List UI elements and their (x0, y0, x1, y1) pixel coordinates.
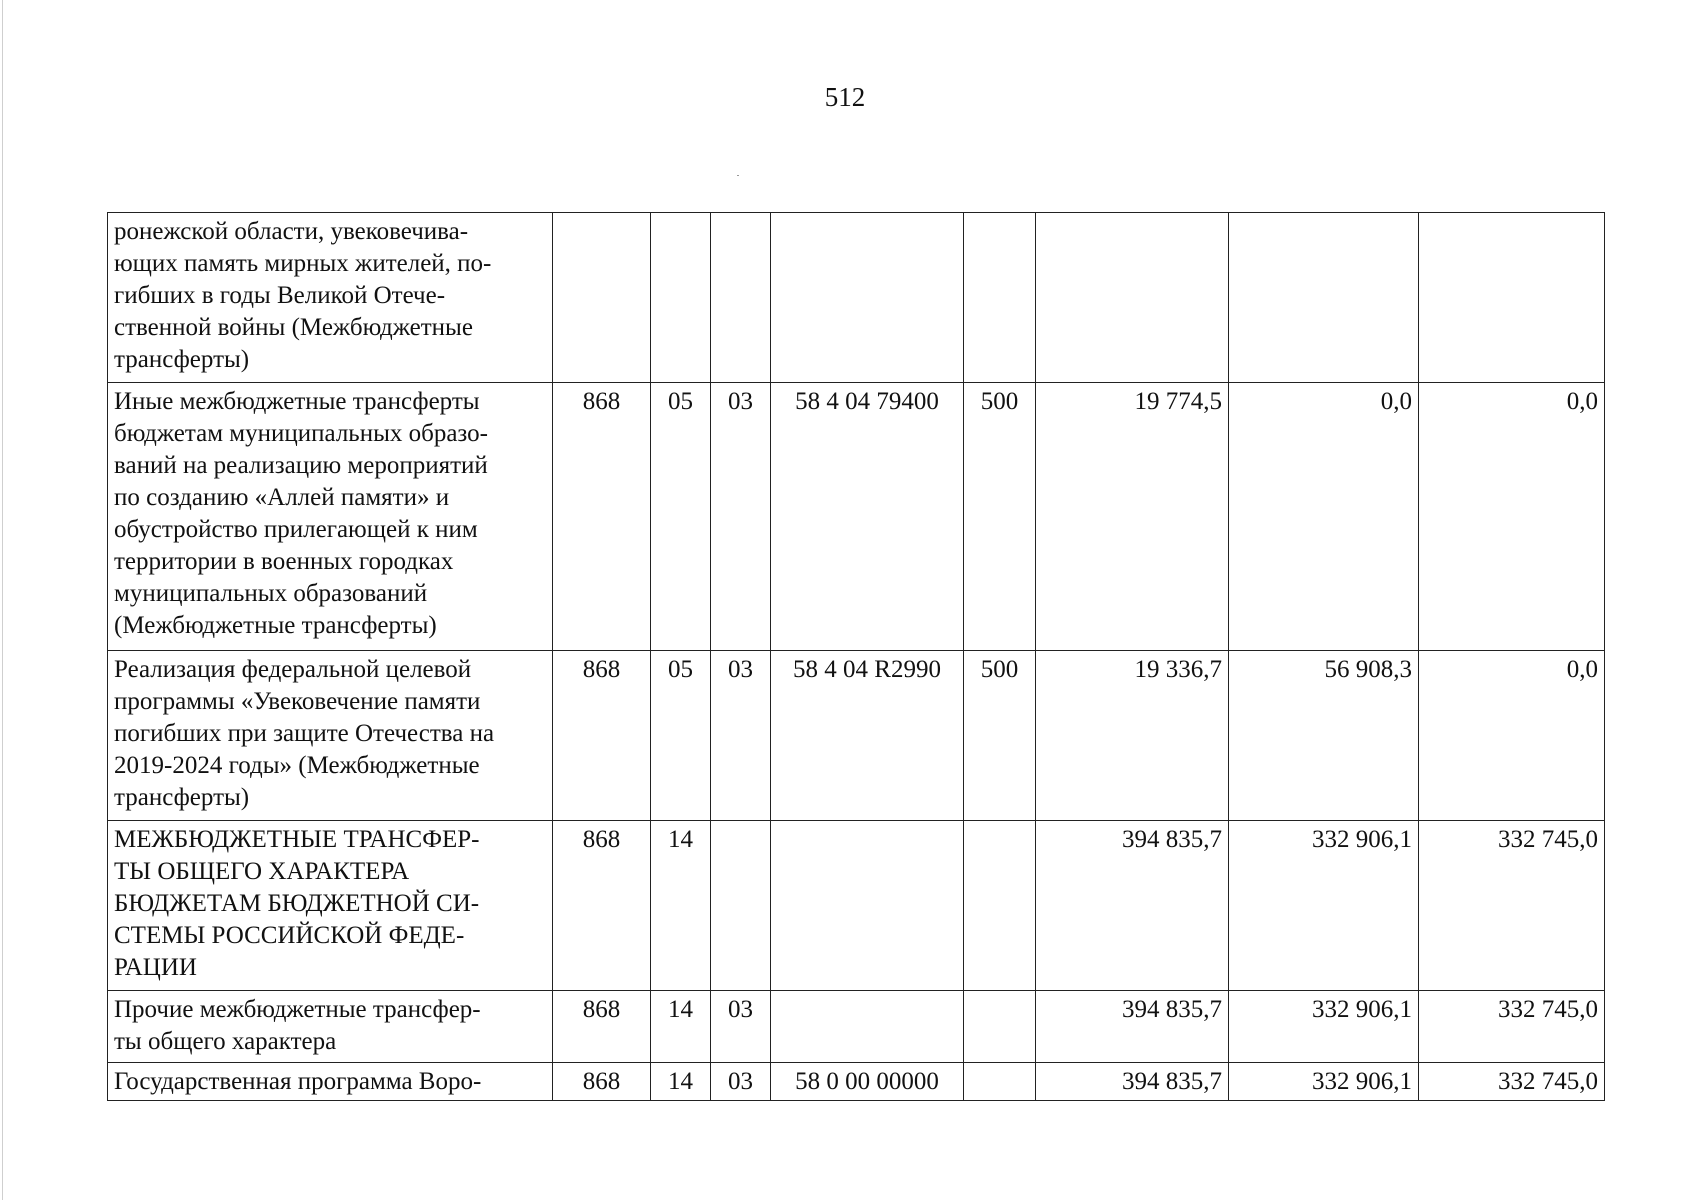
budget-table (107, 212, 1605, 1101)
name-line: ственной войны (Межбюджетные (114, 314, 473, 341)
vr-cell (964, 991, 1036, 1063)
pr-cell (711, 213, 771, 383)
table-row (108, 213, 1605, 383)
name-line: обустройство прилегающей к ним (114, 516, 478, 543)
table-row (108, 651, 1605, 821)
name-line: погибших при защите Отечества на (114, 720, 495, 747)
csr-cell: 58 4 04 R2990 (771, 651, 964, 821)
rz-cell: 05 (651, 383, 711, 651)
page-number: 512 (824, 82, 866, 112)
name-line: бюджетам муниципальных образо- (114, 420, 488, 447)
rz-cell: 14 (651, 1063, 711, 1101)
pr-cell: 03 (711, 991, 771, 1063)
vr-cell (964, 1063, 1036, 1101)
table-row (108, 821, 1605, 991)
grbs-cell: 868 (553, 383, 651, 651)
name-line: Прочие межбюджетные трансфер- (114, 996, 481, 1023)
row-name-cell (108, 213, 553, 383)
name-line: МЕЖБЮДЖЕТНЫЕ ТРАНСФЕР- (114, 826, 480, 853)
scan-speck (737, 175, 739, 176)
csr-cell: 58 0 00 00000 (771, 1063, 964, 1101)
name-line: ющих память мирных жителей, по- (114, 250, 492, 277)
name-line: трансферты) (114, 784, 250, 811)
grbs-cell: 868 (553, 991, 651, 1063)
name-line: территории в военных городках (114, 548, 454, 575)
sum-2023-cell: 332 906,1 (1229, 991, 1419, 1063)
sum-2022-cell: 19 774,5 (1036, 383, 1229, 651)
sum-2023-cell: 0,0 (1229, 383, 1419, 651)
name-line: ваний на реализацию мероприятий (114, 452, 488, 479)
name-line: программы «Увековечение памяти (114, 688, 481, 715)
grbs-cell: 868 (553, 821, 651, 991)
name-line: БЮДЖЕТАМ БЮДЖЕТНОЙ СИ- (114, 890, 480, 917)
sum-2024-cell: 0,0 (1419, 651, 1605, 821)
sum-2024-cell (1419, 213, 1605, 383)
rz-cell (651, 213, 711, 383)
name-line: ТЫ ОБЩЕГО ХАРАКТЕРА (114, 858, 410, 885)
row-name-cell (108, 651, 553, 821)
pr-cell: 03 (711, 651, 771, 821)
grbs-cell (553, 213, 651, 383)
pr-cell: 03 (711, 1063, 771, 1101)
sum-2023-cell: 332 906,1 (1229, 821, 1419, 991)
name-line: (Межбюджетные трансферты) (114, 612, 437, 639)
sum-2024-cell: 332 745,0 (1419, 1063, 1605, 1101)
vr-cell (964, 821, 1036, 991)
csr-cell (771, 991, 964, 1063)
sum-2023-cell: 332 906,1 (1229, 1063, 1419, 1101)
name-line: гибших в годы Великой Отече- (114, 282, 446, 309)
table-row (108, 383, 1605, 651)
csr-cell (771, 821, 964, 991)
scan-edge-line (2, 0, 3, 1200)
row-name-cell (108, 383, 553, 651)
name-line: Реализация федеральной целевой (114, 656, 472, 683)
name-line: 2019-2024 годы» (Межбюджетные (114, 752, 480, 779)
name-line: муниципальных образований (114, 580, 428, 607)
sum-2024-cell: 0,0 (1419, 383, 1605, 651)
name-line: ронежской области, увековечива- (114, 218, 469, 245)
name-line: РАЦИИ (114, 954, 197, 981)
row-name-cell (108, 821, 553, 991)
row-name-cell (108, 991, 553, 1063)
sum-2022-cell: 394 835,7 (1036, 1063, 1229, 1101)
rz-cell: 14 (651, 991, 711, 1063)
sum-2023-cell (1229, 213, 1419, 383)
table-row (108, 1063, 1605, 1101)
row-name-cell (108, 1063, 553, 1101)
csr-cell: 58 4 04 79400 (771, 383, 964, 651)
name-line: по созданию «Аллей памяти» и (114, 484, 450, 511)
name-line: Иные межбюджетные трансферты (114, 388, 480, 415)
sum-2024-cell: 332 745,0 (1419, 991, 1605, 1063)
sum-2023-cell: 56 908,3 (1229, 651, 1419, 821)
sum-2022-cell: 394 835,7 (1036, 991, 1229, 1063)
name-line: ты общего характера (114, 1028, 337, 1055)
name-line: трансферты) (114, 346, 250, 373)
pr-cell: 03 (711, 383, 771, 651)
pr-cell (711, 821, 771, 991)
sum-2022-cell: 394 835,7 (1036, 821, 1229, 991)
grbs-cell: 868 (553, 651, 651, 821)
grbs-cell: 868 (553, 1063, 651, 1101)
sum-2024-cell: 332 745,0 (1419, 821, 1605, 991)
vr-cell: 500 (964, 651, 1036, 821)
name-line: Государственная программа Воро- (114, 1068, 482, 1095)
sum-2022-cell (1036, 213, 1229, 383)
vr-cell: 500 (964, 383, 1036, 651)
table-row (108, 991, 1605, 1063)
rz-cell: 14 (651, 821, 711, 991)
rz-cell: 05 (651, 651, 711, 821)
vr-cell (964, 213, 1036, 383)
name-line: СТЕМЫ РОССИЙСКОЙ ФЕДЕ- (114, 922, 465, 949)
csr-cell (771, 213, 964, 383)
sum-2022-cell: 19 336,7 (1036, 651, 1229, 821)
